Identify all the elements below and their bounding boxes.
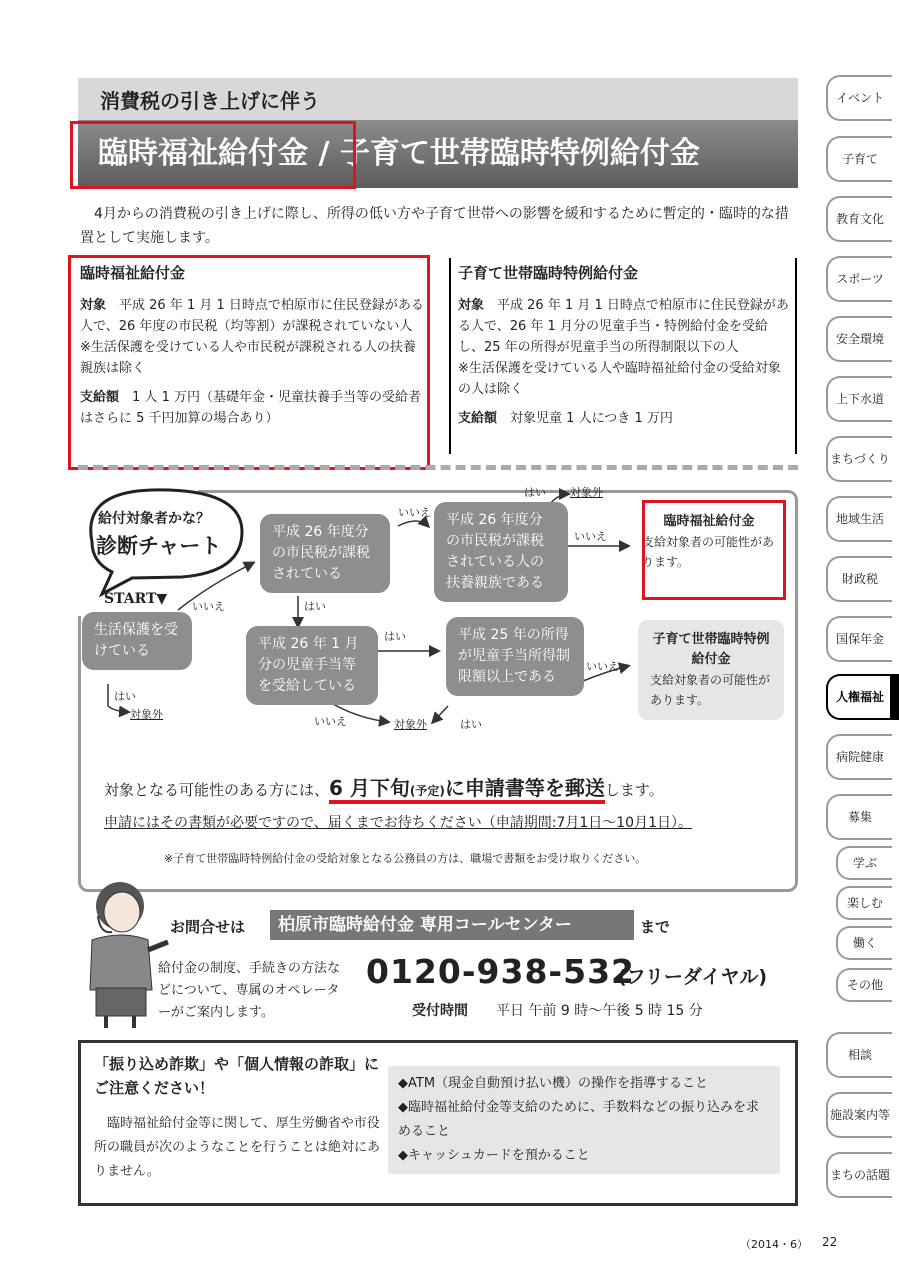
tab-finance[interactable]: 財政税: [826, 556, 892, 602]
label-yes: はい: [460, 718, 482, 731]
label-no: いいえ: [398, 506, 431, 519]
tab-consult[interactable]: 相談: [826, 1032, 892, 1078]
contact-description: 給付金の制度、手続きの方法などについて、専属のオペレーターがご案内します。: [158, 961, 341, 1020]
contact-suffix: まで: [640, 918, 671, 936]
tab-welfare[interactable]: 人権福祉: [826, 674, 892, 720]
label-no: いいえ: [586, 660, 619, 673]
bubble-title: 診断チャート: [96, 534, 222, 558]
apply-emphasis: 6 月下旬(予定)に申請書等を郵送: [329, 776, 605, 804]
page-title: 臨時福祉給付金 / 子育て世帯臨時特例給付金: [78, 120, 798, 188]
node-tax: 平成 26 年度分の市民税が課税されている: [260, 514, 390, 593]
tab-facility[interactable]: 施設案内等: [826, 1092, 892, 1138]
label-excluded: 対象外: [130, 708, 163, 721]
footer-date: （2014・6）: [740, 1238, 808, 1251]
call-center-name: 柏原市臨時給付金 専用コールセンター: [270, 910, 634, 940]
tab-work[interactable]: 働く: [836, 926, 892, 960]
tab-enjoy[interactable]: 楽しむ: [836, 886, 892, 920]
label-yes: はい: [114, 690, 136, 703]
label-excluded: 対象外: [394, 718, 427, 731]
section-divider: [78, 465, 798, 470]
right-program: [458, 262, 793, 429]
tab-town[interactable]: まちづくり: [826, 436, 892, 482]
bubble-small-text: 給付対象者かな？: [98, 511, 210, 527]
tab-education[interactable]: 教育文化: [826, 196, 892, 242]
right-program-amount: 支給額 対象児童 1 人につき 1 万円: [458, 411, 673, 426]
phone-number[interactable]: 0120-938-532: [366, 952, 636, 991]
label-yes: はい: [384, 630, 406, 643]
result-welfare-title: 臨時福祉給付金: [663, 514, 755, 529]
title-highlight-box: [70, 121, 356, 189]
hours-text: 平日 午前 9 時～午後 5 時 15 分: [496, 1003, 703, 1019]
fraud-item: ◆ATM（現金自動預け払い機）の操作を指導すること: [398, 1076, 709, 1091]
tab-pension[interactable]: 国保年金: [826, 616, 892, 662]
divider: [449, 258, 451, 454]
label-no: いいえ: [574, 530, 607, 543]
apply-line-2: 申請にはその書類が必要ですので、届くまでお待ちください（申請期間:7月1日～10月1日）。: [104, 815, 692, 831]
label-yes: はい: [304, 600, 326, 613]
node-dependent: 平成 26 年度分の市民税が課税されている人の扶養親族である: [434, 502, 568, 602]
apply-line-1: 対象となる可能性のある方には、6 月下旬(予定)に申請書等を郵送します。: [104, 772, 664, 801]
tab-event[interactable]: イベント: [826, 75, 892, 121]
right-program-note: ※生活保護を受けている人や臨時福祉給付金の受給対象の人は除く: [458, 361, 781, 397]
tab-safety[interactable]: 安全環境: [826, 316, 892, 362]
result-highlight-box: [642, 500, 786, 600]
intro-text: 4月からの消費税の引き上げに際し、所得の低い方や子育て世帯への影響を緩和するために暫定的・臨時的な措置として実施します。: [80, 206, 789, 246]
left-program-target: 対象 平成 26 年 1 月 1 日時点で柏原市に住民登録がある人で、26 年度の市民税（均等割）が課税されていない人: [80, 298, 424, 334]
fraud-title: 「振り込め詐欺」や「個人情報の詐取」にご注意ください！: [94, 1055, 380, 1097]
contact-prefix: お問合せは: [170, 918, 246, 936]
result-child-title: 子育て世帯臨時特例給付金: [652, 632, 770, 667]
label-no: いいえ: [314, 715, 347, 728]
right-program-target: 対象 平成 26 年 1 月 1 日時点で柏原市に住民登録がある人で、26 年 1 月分の児童手当・特例給付金を受給し、25 年の所得が児童手当の所得制限以下の人: [458, 298, 789, 355]
result-child-text: 支給対象者の可能性があります。: [650, 673, 771, 707]
fraud-list: [388, 1066, 780, 1174]
hours-label: 受付時間: [412, 1003, 468, 1019]
label-yes: はい: [524, 486, 546, 499]
tab-other[interactable]: その他: [836, 968, 892, 1002]
header-subtitle: 消費税の引き上げに伴う: [78, 78, 798, 120]
tab-recruit[interactable]: 募集: [826, 794, 892, 840]
right-program-title: 子育て世帯臨時特例給付金: [458, 264, 639, 282]
result-child: [638, 620, 784, 720]
tab-sports[interactable]: スポーツ: [826, 256, 892, 302]
result-welfare-text: 支給対象者の可能性があります。: [642, 535, 775, 569]
page-number: 22: [822, 1235, 838, 1249]
tab-hospital[interactable]: 病院健康: [826, 734, 892, 780]
fraud-body: 臨時福祉給付金等に関して、厚生労働省や市役所の職員が次のようなことを行うことは絶対にありません。: [94, 1116, 381, 1179]
node-welfare: 生活保護を受けている: [82, 612, 192, 670]
left-program-title: 臨時福祉給付金: [80, 264, 186, 282]
label-excluded: 対象外: [570, 486, 603, 499]
divider: [795, 258, 797, 454]
label-no: いいえ: [192, 600, 225, 613]
apply-line-3: ※子育て世帯臨時特例給付金の受給対象となる公務員の方は、職場で書類をお受け取りください。: [164, 852, 647, 865]
left-program-amount: 支給額 1 人 1 万円（基礎年金・児童扶養手当等の受給者はさらに 5 千円加算の場合あり）: [80, 390, 421, 426]
tab-community[interactable]: 地域生活: [826, 496, 892, 542]
start-label: START▼: [104, 591, 168, 607]
tab-topics[interactable]: まちの話題: [826, 1152, 892, 1198]
tab-learn[interactable]: 学ぶ: [836, 846, 892, 880]
fraud-item: ◆臨時福祉給付金等支給のために、手数料などの振り込みを求めること: [398, 1100, 759, 1139]
phone-note: (フリーダイヤル): [618, 966, 768, 988]
node-income: 平成 25 年の所得が児童手当所得制限額以上である: [446, 617, 584, 696]
fraud-item: ◆キャッシュカードを預かること: [398, 1148, 590, 1163]
tab-water[interactable]: 上下水道: [826, 376, 892, 422]
left-program-highlight-box: [68, 255, 430, 470]
node-child-allowance: 平成 26 年 1 月分の児童手当等を受給している: [246, 626, 378, 705]
tab-childcare[interactable]: 子育て: [826, 136, 892, 182]
left-program-note: ※生活保護を受けている人や市民税が課税される人の扶養親族は除く: [80, 340, 416, 376]
